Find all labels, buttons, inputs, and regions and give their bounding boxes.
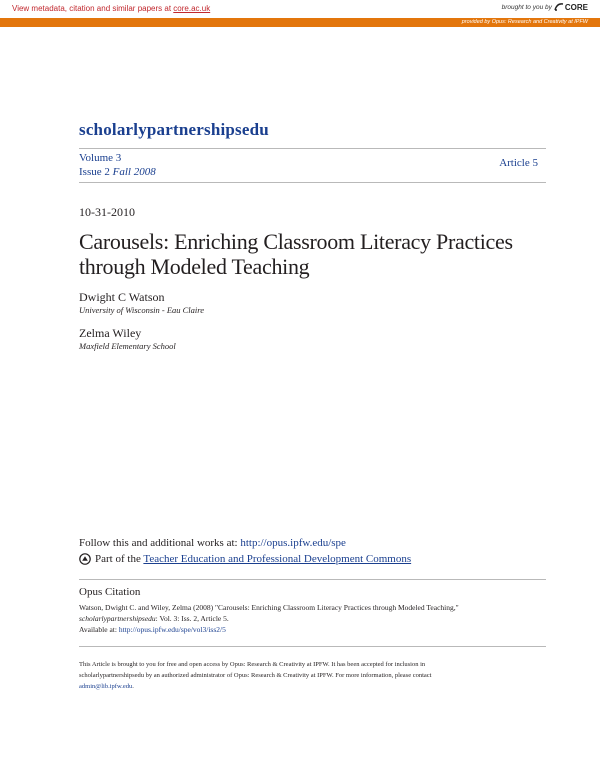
citation-divider-bottom xyxy=(79,646,546,647)
part-of-line xyxy=(79,553,411,565)
publication-date: 10-31-2010 xyxy=(79,205,135,219)
core-logo-text: CORE xyxy=(564,2,588,12)
citation-heading: Opus Citation xyxy=(79,586,141,598)
contact-email-link[interactable]: admin@lib.ipfw.edu xyxy=(79,683,133,690)
author-name[interactable]: Dwight C Watson xyxy=(79,290,165,304)
commons-network-icon xyxy=(79,553,91,565)
journal-name[interactable]: scholarlypartnershipsedu xyxy=(79,120,269,139)
core-swoosh-icon xyxy=(554,2,564,12)
citation-line-3 xyxy=(79,624,549,635)
part-of-label: Part of the xyxy=(95,553,144,565)
core-link[interactable]: core.ac.uk xyxy=(173,4,211,13)
citation-volume: : Vol. 3: Iss. 2, Article 5. xyxy=(155,614,229,623)
available-url-link[interactable]: http://opus.ipfw.edu/spe/vol3/iss2/5 xyxy=(118,625,226,634)
core-metadata-text[interactable] xyxy=(12,4,210,13)
access-statement xyxy=(79,659,549,692)
author-name[interactable]: Zelma Wiley xyxy=(79,326,142,340)
paper-title: Carousels: Enriching Classroom Literacy Practices through Modeled Teaching xyxy=(79,229,513,279)
access-line-3 xyxy=(79,681,549,692)
author-affiliation: University of Wisconsin - Eau Claire xyxy=(79,305,205,315)
citation-line-2 xyxy=(79,613,549,624)
provided-by-text[interactable]: provided by Opus: Research and Creativity at IPFW xyxy=(461,19,588,25)
citation-body xyxy=(79,602,549,635)
header-divider-top xyxy=(79,148,546,149)
core-metadata-label: View metadata, citation and similar papers at xyxy=(12,4,174,13)
article-number[interactable]: Article 5 xyxy=(499,157,538,169)
citation-journal: scholarlypartnershipsedu xyxy=(79,614,156,623)
access-line-2: scholarlypartnershipsedu by an authorized administrator of Opus: Research & Creativity at IPFW. For more information, please contact xyxy=(79,672,432,679)
volume-issue xyxy=(79,151,156,179)
follow-label: Follow this and additional works at: xyxy=(79,537,241,549)
core-logo xyxy=(554,2,588,12)
core-banner xyxy=(0,0,600,18)
author-affiliation: Maxfield Elementary School xyxy=(79,341,176,351)
available-label: Available at: xyxy=(79,625,119,634)
access-line-1: This Article is brought to you for free and open access by Opus: Research & Creativity at IPFW. It has been accepted for inclusion in xyxy=(79,661,426,668)
citation-divider-top xyxy=(79,579,546,580)
provider-strip xyxy=(0,18,600,27)
commons-link[interactable]: Teacher Education and Professional Development Commons xyxy=(143,553,412,565)
issue-season: Fall 2008 xyxy=(112,166,156,178)
volume-link[interactable]: Volume 3 xyxy=(79,152,122,164)
header-divider-bottom xyxy=(79,182,546,183)
issue-label: Issue 2 xyxy=(79,166,110,178)
email-suffix: . xyxy=(132,683,134,690)
brought-to-you-by[interactable] xyxy=(502,2,588,12)
citation-line-1: Watson, Dwight C. and Wiley, Zelma (2008) "Carousels: Enriching Classroom Literacy Practices through Modeled Teaching," xyxy=(79,603,459,612)
follow-url-link[interactable]: http://opus.ipfw.edu/spe xyxy=(240,537,346,549)
issue-line[interactable] xyxy=(79,165,156,179)
follow-works-line xyxy=(79,537,346,549)
brought-by-label: brought to you by xyxy=(501,3,552,11)
